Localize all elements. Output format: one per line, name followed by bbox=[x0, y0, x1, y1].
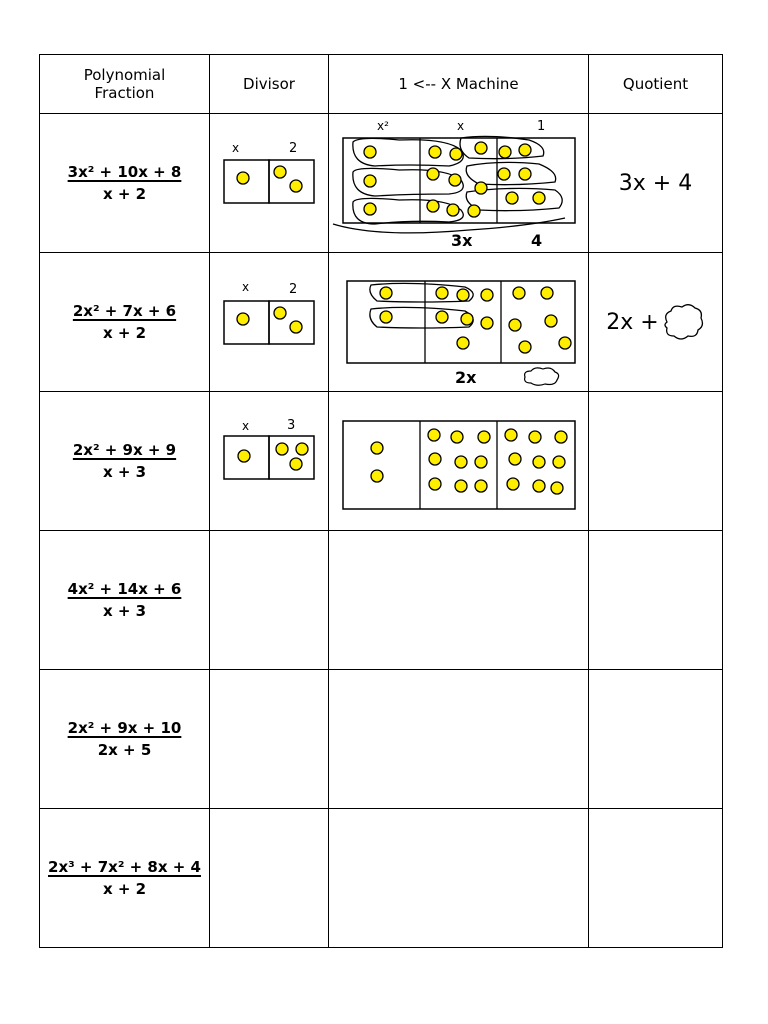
dot bbox=[481, 317, 493, 329]
header-fraction bbox=[40, 55, 210, 114]
dot bbox=[451, 431, 463, 443]
fraction-cell bbox=[40, 253, 210, 392]
group-loop bbox=[466, 163, 555, 185]
result-label-x: 3x bbox=[451, 231, 473, 251]
dot bbox=[296, 443, 308, 455]
dot bbox=[478, 431, 490, 443]
dot bbox=[505, 429, 517, 441]
dot bbox=[529, 431, 541, 443]
dot bbox=[481, 289, 493, 301]
fraction-cell bbox=[40, 531, 210, 670]
problem-row-6 bbox=[40, 809, 723, 948]
dot bbox=[237, 172, 249, 184]
fraction-cell bbox=[40, 392, 210, 531]
dot bbox=[380, 287, 392, 299]
denominator: x + 2 bbox=[102, 880, 147, 898]
dot bbox=[429, 478, 441, 490]
machine-col-label-1: 1 bbox=[537, 119, 546, 135]
result-label-x: 2x bbox=[455, 368, 477, 388]
divisor-cell bbox=[210, 114, 329, 253]
divisor-label-const: 2 bbox=[289, 282, 298, 298]
quotient-value: 3x + 4 bbox=[618, 170, 693, 196]
dot bbox=[276, 443, 288, 455]
dot bbox=[371, 470, 383, 482]
quotient-value bbox=[589, 531, 722, 669]
dot bbox=[364, 175, 376, 187]
machine-cell[interactable] bbox=[329, 670, 589, 809]
dot bbox=[429, 453, 441, 465]
dot bbox=[509, 319, 521, 331]
divisor-cell[interactable] bbox=[210, 670, 329, 809]
dot bbox=[475, 456, 487, 468]
quotient-value: 2x + bbox=[606, 309, 659, 335]
dot bbox=[455, 480, 467, 492]
divisor-label-x: x bbox=[242, 419, 250, 434]
dot bbox=[513, 287, 525, 299]
fraction-cell bbox=[40, 809, 210, 948]
dot bbox=[457, 337, 469, 349]
quotient-cell[interactable] bbox=[589, 809, 723, 948]
dot bbox=[238, 450, 250, 462]
dot bbox=[541, 287, 553, 299]
divisor-label-const: 2 bbox=[289, 141, 298, 157]
fraction-cell bbox=[40, 114, 210, 253]
cloud-icon bbox=[525, 368, 559, 385]
divisor-diagram bbox=[210, 253, 328, 390]
dot bbox=[274, 307, 286, 319]
machine-cell[interactable] bbox=[329, 531, 589, 670]
quotient-wrap bbox=[589, 253, 722, 391]
dot bbox=[475, 142, 487, 154]
dot bbox=[551, 482, 563, 494]
dot bbox=[533, 456, 545, 468]
machine-col-label-x2: x² bbox=[377, 119, 389, 134]
dot bbox=[519, 168, 531, 180]
dot bbox=[519, 341, 531, 353]
dot bbox=[461, 313, 473, 325]
machine-col-label-x: x bbox=[457, 119, 465, 134]
dot bbox=[555, 431, 567, 443]
machine-cell bbox=[329, 253, 589, 392]
quotient-value bbox=[589, 670, 722, 808]
problem-row-2 bbox=[40, 253, 723, 392]
quotient-cell bbox=[589, 253, 723, 392]
machine-cell[interactable] bbox=[329, 809, 589, 948]
denominator: x + 3 bbox=[102, 602, 147, 621]
dot bbox=[450, 148, 462, 160]
dot bbox=[290, 180, 302, 192]
divisor-cell[interactable] bbox=[210, 809, 329, 948]
worksheet-table bbox=[39, 54, 723, 948]
quotient-cell[interactable] bbox=[589, 670, 723, 809]
header-fraction-label: Polynomial Fraction bbox=[83, 66, 166, 103]
quotient-value bbox=[589, 809, 722, 947]
dot bbox=[290, 321, 302, 333]
numerator: 2x² + 9x + 9 bbox=[72, 441, 177, 460]
machine-diagram bbox=[329, 392, 588, 529]
denominator: 2x + 5 bbox=[97, 741, 152, 760]
dot bbox=[533, 192, 545, 204]
dot bbox=[506, 192, 518, 204]
divisor-const-box bbox=[269, 436, 314, 479]
dot bbox=[475, 182, 487, 194]
numerator: 2x² + 7x + 6 bbox=[72, 302, 177, 321]
denominator: x + 2 bbox=[102, 324, 147, 343]
dot bbox=[371, 442, 383, 454]
dot bbox=[533, 480, 545, 492]
divisor-cell bbox=[210, 392, 329, 531]
divisor-diagram bbox=[210, 114, 328, 251]
divisor-cell bbox=[210, 253, 329, 392]
quotient-cell bbox=[589, 114, 723, 253]
denominator: x + 3 bbox=[102, 463, 147, 482]
divisor-cell[interactable] bbox=[210, 531, 329, 670]
numerator: 2x² + 9x + 10 bbox=[67, 719, 182, 738]
dot bbox=[475, 480, 487, 492]
dot bbox=[364, 203, 376, 215]
dot bbox=[545, 315, 557, 327]
cloud-icon bbox=[661, 302, 705, 342]
dot bbox=[429, 146, 441, 158]
machine-cell bbox=[329, 392, 589, 531]
dot bbox=[553, 456, 565, 468]
header-divisor: Divisor bbox=[210, 55, 329, 114]
numerator: 3x² + 10x + 8 bbox=[67, 163, 182, 182]
result-label-const: 4 bbox=[531, 231, 543, 251]
header-row bbox=[40, 55, 723, 114]
divisor-label-x: x bbox=[242, 280, 250, 295]
machine-cell bbox=[329, 114, 589, 253]
problem-row-5 bbox=[40, 670, 723, 809]
dot bbox=[455, 456, 467, 468]
dot bbox=[380, 311, 392, 323]
fraction-cell bbox=[40, 670, 210, 809]
dot bbox=[428, 429, 440, 441]
numerator: 2x³ + 7x² + 8x + 4 bbox=[48, 858, 201, 876]
machine-diagram bbox=[329, 253, 588, 390]
quotient-value bbox=[589, 392, 722, 530]
divisor-diagram bbox=[210, 392, 328, 529]
machine-diagram bbox=[329, 114, 588, 251]
quotient-cell bbox=[589, 392, 723, 531]
divisor-label-const: 3 bbox=[287, 418, 296, 434]
dot bbox=[457, 289, 469, 301]
dot bbox=[436, 311, 448, 323]
problem-row-1 bbox=[40, 114, 723, 253]
dot bbox=[499, 146, 511, 158]
dot bbox=[519, 144, 531, 156]
header-quotient: Quotient bbox=[589, 55, 723, 114]
dot bbox=[449, 174, 461, 186]
dot bbox=[427, 200, 439, 212]
divisor-label-x: x bbox=[232, 141, 240, 156]
quotient-cell[interactable] bbox=[589, 531, 723, 670]
dot bbox=[237, 313, 249, 325]
dot bbox=[559, 337, 571, 349]
problem-row-3 bbox=[40, 392, 723, 531]
dot bbox=[468, 205, 480, 217]
dot bbox=[509, 453, 521, 465]
denominator: x + 2 bbox=[102, 185, 147, 204]
problem-row-4 bbox=[40, 531, 723, 670]
dot bbox=[364, 146, 376, 158]
dot bbox=[427, 168, 439, 180]
dot bbox=[290, 458, 302, 470]
header-machine: 1 <-- X Machine bbox=[329, 55, 589, 114]
dot bbox=[274, 166, 286, 178]
dot bbox=[447, 204, 459, 216]
dot bbox=[498, 168, 510, 180]
dot bbox=[507, 478, 519, 490]
dot bbox=[436, 287, 448, 299]
numerator: 4x² + 14x + 6 bbox=[67, 580, 182, 599]
